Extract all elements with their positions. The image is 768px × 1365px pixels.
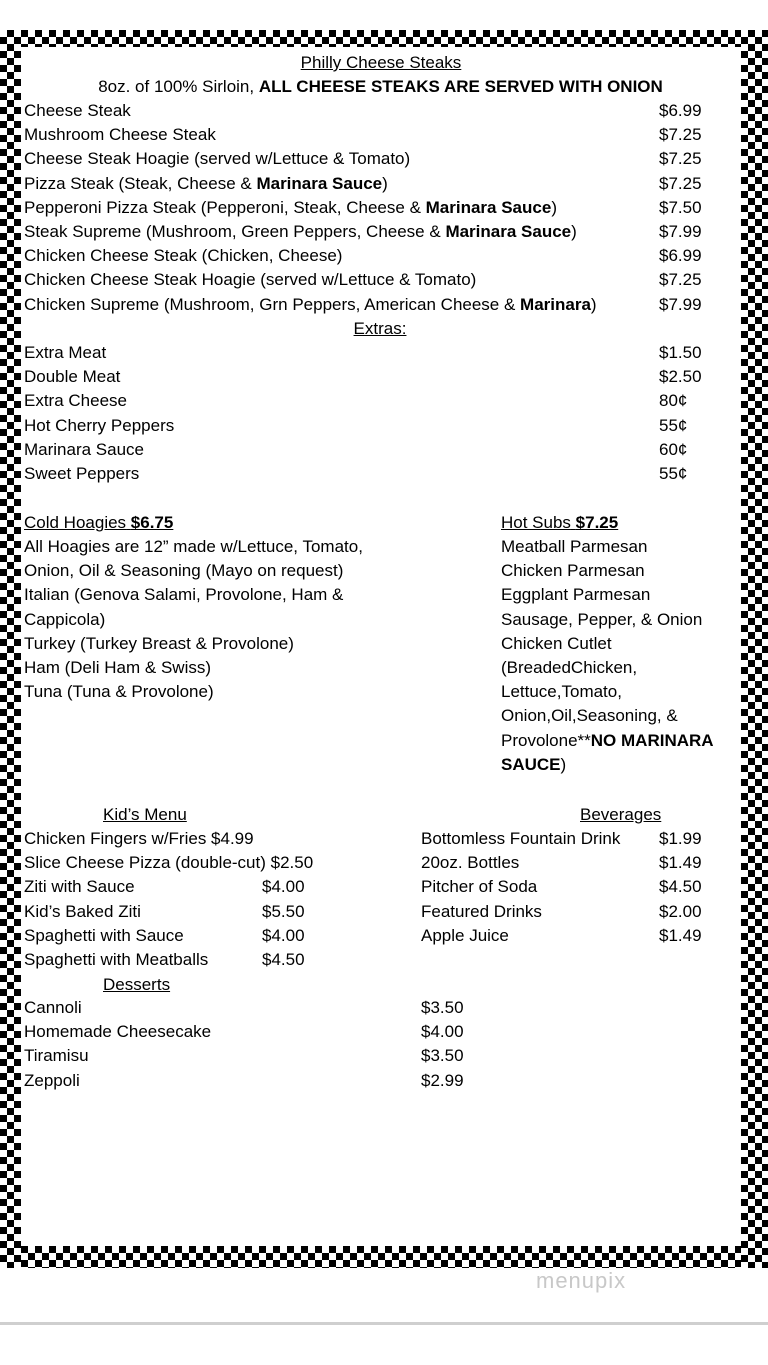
text: Chicken Supreme (Mushroom, Grn Peppers, American Cheese & — [24, 294, 521, 314]
hot-sub-line — [501, 561, 645, 581]
text: ) — [571, 222, 577, 241]
extra-item-price: 55¢ — [659, 464, 688, 483]
text: Sausage, Pepper, & Onion — [501, 609, 703, 629]
steak-item-price: $7.99 — [659, 222, 702, 241]
extra-item-name: Extra Cheese — [24, 391, 127, 411]
steak-item-price: $7.25 — [659, 149, 702, 169]
bold-text: Marinara Sauce — [256, 173, 383, 193]
beverage-item-name: Apple Juice — [421, 925, 509, 945]
dessert-item-name: Homemade Cheesecake — [24, 1022, 212, 1042]
dessert-item-price: $4.00 — [421, 1022, 464, 1042]
text: ) — [382, 173, 388, 193]
text: Cheese Steak Hoagie (served w/Lettuce & Tomato) — [24, 149, 411, 169]
text: ) — [551, 197, 557, 217]
dessert-item-name: Zeppoli — [24, 1070, 80, 1090]
beverage-item-name: Featured Drinks — [421, 901, 542, 921]
hot-sub-line — [501, 634, 612, 654]
kids-item-price: $5.50 — [262, 901, 305, 921]
text: Chicken Cutlet — [501, 633, 612, 653]
subtitle-plain: 8oz. of 100% Sirloin, — [98, 77, 259, 96]
extra-item-name: Sweet Peppers — [24, 464, 140, 483]
extra-item-price: $2.50 — [659, 367, 702, 387]
bold-text: SAUCE — [501, 754, 561, 774]
hot-subs-label: Hot Subs — [501, 513, 571, 532]
cold-hoagie-line: Turkey (Turkey Breast & Provolone) — [24, 633, 294, 653]
text: Steak Supreme (Mushroom, Green Peppers, Cheese & — [24, 222, 446, 241]
beverage-item-name: 20oz. Bottles — [421, 853, 520, 873]
cold-hoagies-price: $6.75 — [130, 513, 174, 532]
steak-item-price: $6.99 — [659, 246, 702, 266]
kids-item-name: Slice Cheese Pizza (double-cut) $2.50 — [24, 853, 314, 873]
checkered-border-bottom — [0, 1246, 768, 1268]
hot-sub-line — [501, 731, 714, 751]
text: Pizza Steak (Steak, Cheese & — [24, 173, 257, 193]
cold-hoagie-line: All Hoagies are 12” made w/Lettuce, Tomato, — [24, 537, 363, 556]
kids-item-name: Ziti with Sauce — [24, 877, 135, 897]
bold-text: Marinara Sauce — [445, 222, 572, 241]
text: Pepperoni Pizza Steak (Pepperoni, Steak, Cheese & — [24, 197, 426, 217]
steak-item-name — [24, 125, 216, 145]
section-title-kids-menu: Kid’s Menu — [103, 805, 187, 824]
checkered-border-right — [741, 30, 768, 1268]
cold-hoagie-line: Onion, Oil & Seasoning (Mayo on request) — [24, 561, 344, 581]
checkered-border-top — [0, 30, 768, 47]
steak-item-price: $7.99 — [659, 294, 702, 314]
cold-hoagie-line: Ham (Deli Ham & Swiss) — [24, 658, 212, 677]
dessert-item-name: Tiramisu — [24, 1046, 89, 1066]
extra-item-price: 55¢ — [659, 415, 688, 435]
bold-text: Marinara Sauce — [425, 197, 552, 217]
text: Chicken Cheese Steak Hoagie (served w/Lettuce & Tomato) — [24, 270, 477, 290]
steak-item-name — [24, 101, 131, 121]
kids-item-price: $4.00 — [262, 877, 305, 897]
text: Onion,Oil,Seasoning, & — [501, 706, 678, 726]
section-title-philly-cheese-steaks: Philly Cheese Steaks — [300, 53, 462, 72]
extra-item-name: Hot Cherry Peppers — [24, 415, 175, 435]
text: Provolone** — [501, 730, 591, 750]
section-title-cold-hoagies — [24, 513, 173, 533]
steak-item-name — [24, 198, 557, 218]
section-title-hot-subs — [501, 513, 618, 533]
steak-item-price: $7.25 — [659, 270, 702, 290]
subtitle-bold: ALL CHEESE STEAKS ARE SERVED WITH ONION — [258, 77, 663, 96]
steak-item-name — [24, 222, 577, 242]
steak-item-price: $6.99 — [659, 101, 702, 120]
steak-item-price: $7.50 — [659, 197, 702, 217]
steak-item-name — [24, 246, 342, 266]
extra-item-name: Marinara Sauce — [24, 439, 145, 459]
kids-item-price: $4.50 — [262, 950, 305, 969]
checkered-border-left — [0, 30, 21, 1268]
section-title-desserts: Desserts — [103, 975, 171, 994]
kids-item-name: Chicken Fingers w/Fries $4.99 — [24, 829, 254, 848]
extra-item-price: 60¢ — [659, 439, 688, 459]
text: Eggplant Parmesan — [501, 585, 651, 605]
extra-item-price: 80¢ — [659, 391, 688, 411]
kids-item-name: Spaghetti with Sauce — [24, 925, 184, 945]
extra-item-name: Double Meat — [24, 367, 121, 387]
hot-sub-line — [501, 537, 647, 557]
text: Chicken Parmesan — [501, 561, 645, 581]
text: Meatball Parmesan — [501, 537, 648, 556]
text: Cheese Steak — [24, 101, 131, 120]
extra-item-price: $1.50 — [659, 343, 702, 362]
watermark-menupix: menupix — [536, 1268, 627, 1293]
dessert-item-price: $3.50 — [421, 1046, 464, 1066]
hot-sub-line — [501, 658, 637, 678]
hot-sub-line — [501, 585, 650, 605]
text: ) — [560, 754, 567, 774]
text: (BreadedChicken, — [501, 658, 638, 677]
beverage-item-price: $1.49 — [659, 925, 702, 945]
hot-sub-line — [501, 706, 678, 726]
bold-text: Marinara — [520, 294, 591, 314]
section-title-beverages: Beverages — [580, 805, 662, 824]
dessert-item-price: $3.50 — [421, 998, 464, 1017]
dessert-item-price: $2.99 — [421, 1070, 464, 1090]
steak-item-name — [24, 149, 410, 169]
bold-text: NO MARINARA — [590, 730, 714, 750]
bottom-divider — [0, 1322, 768, 1325]
text: Chicken Cheese Steak (Chicken, Cheese) — [24, 246, 343, 266]
kids-item-name: Spaghetti with Meatballs — [24, 950, 209, 969]
hot-subs-price: $7.25 — [575, 513, 619, 532]
hot-sub-line — [501, 755, 566, 775]
steak-item-name — [24, 174, 388, 194]
hot-sub-line — [501, 610, 702, 630]
text: ) — [590, 294, 597, 314]
cold-hoagie-line: Cappicola) — [24, 609, 106, 629]
kids-item-price: $4.00 — [262, 925, 305, 945]
steak-item-price: $7.25 — [659, 125, 702, 145]
beverage-item-price: $4.50 — [659, 877, 702, 897]
text: Mushroom Cheese Steak — [24, 125, 216, 145]
dessert-item-name: Cannoli — [24, 998, 82, 1017]
steak-item-name — [24, 295, 597, 315]
kids-item-name: Kid’s Baked Ziti — [24, 901, 141, 921]
beverage-item-name: Bottomless Fountain Drink — [421, 829, 621, 848]
beverage-item-price: $2.00 — [659, 901, 702, 921]
hot-sub-line — [501, 682, 622, 702]
beverage-item-price: $1.99 — [659, 829, 702, 848]
cold-hoagies-label: Cold Hoagies — [24, 513, 127, 532]
subtitle — [60, 77, 701, 97]
beverage-item-name: Pitcher of Soda — [421, 877, 538, 897]
text: Lettuce,Tomato, — [501, 682, 622, 702]
cold-hoagie-line: Italian (Genova Salami, Provolone, Ham & — [24, 585, 344, 605]
steak-item-name — [24, 270, 476, 290]
extra-item-name: Extra Meat — [24, 343, 107, 362]
cold-hoagie-line: Tuna (Tuna & Provolone) — [24, 682, 214, 702]
section-title-extras: Extras: — [353, 319, 407, 338]
steak-item-price: $7.25 — [659, 173, 702, 193]
beverage-item-price: $1.49 — [659, 853, 702, 873]
